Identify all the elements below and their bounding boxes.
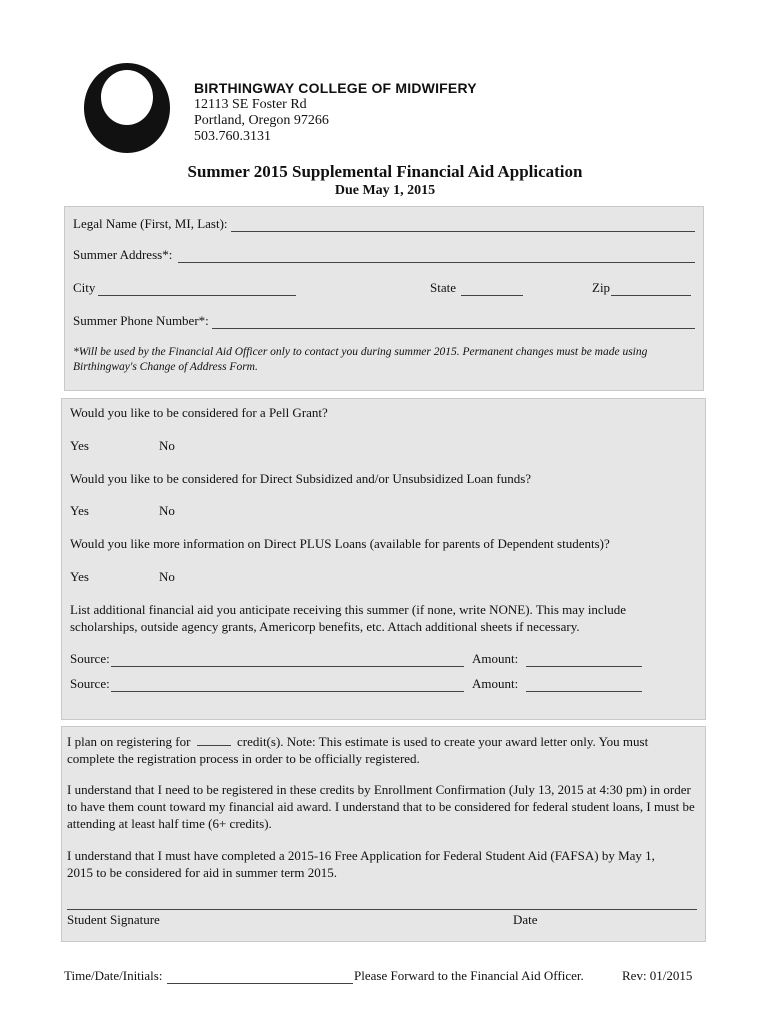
signature-label: Student Signature [67,912,160,927]
source-field-2[interactable] [111,679,464,692]
phone-row [73,313,695,329]
pell-question: Would you like to be considered for a Pell Grant? [70,405,328,420]
amount-label: Amount: [472,676,519,691]
summer-address-label: Summer Address*: [73,247,173,262]
address-city: Portland, Oregon 97266 [194,113,329,128]
zip-field[interactable] [611,283,691,296]
enrollment-paragraph: I understand that I need to be registered in these credits by Enrollment Confirmation (July 13, 2015 at 4:30 pm) in order to have them count toward my financial aid award. I understand that to be considered for federal student loans, I must be attending at least half time (6+ credits). [67,782,695,831]
plus-yes-option[interactable]: Yes [70,569,89,584]
city-field[interactable] [98,283,296,296]
credits-paragraph [67,733,695,767]
contact-info-section [64,206,704,391]
plus-no-option[interactable]: No [159,569,175,584]
source-row-2 [70,676,464,692]
legal-name-row [73,216,695,232]
pell-no-option[interactable]: No [159,438,175,453]
phone-label: Summer Phone Number*: [73,313,209,328]
revision-date: Rev: 01/2015 [622,968,693,983]
amount-label: Amount: [472,651,519,666]
contact-note: *Will be used by the Financial Aid Officer only to contact you during summer 2015. Permanent changes must be made using Birthingway's Change of Address Form. [73,346,648,373]
state-row [430,280,523,296]
form-title: Summer 2015 Supplemental Financial Aid Application [187,162,583,181]
amount-row-1 [472,651,642,667]
city-label: City [73,280,96,295]
legal-name-field[interactable] [231,219,695,232]
credits-text-before: I plan on registering for [67,734,191,749]
plus-loan-question: Would you like more information on Direct PLUS Loans (available for parents of Dependent students)? [70,536,610,551]
legal-name-label: Legal Name (First, MI, Last): [73,216,228,231]
agreement-section [61,726,706,942]
fafsa-paragraph: I understand that I must have completed a 2015-16 Free Application for Federal Student Aid (FAFSA) by May 1, 2015 to be considered for aid in summer term 2015. [67,848,655,880]
source-field-1[interactable] [111,654,464,667]
amount-row-2 [472,676,642,692]
address-street: 12113 SE Foster Rd [194,97,307,112]
pell-yes-option[interactable]: Yes [70,438,89,453]
forward-note: Please Forward to the Financial Aid Officer. [354,968,584,983]
aid-questions-section [61,398,706,720]
amount-field-2[interactable] [526,679,642,692]
initials-label: Time/Date/Initials: [64,968,163,983]
summer-address-row [73,247,695,263]
loan-no-option[interactable]: No [159,503,175,518]
loan-yes-option[interactable]: Yes [70,503,89,518]
address-phone: 503.760.3131 [194,129,271,144]
state-label: State [430,280,456,295]
phone-field[interactable] [212,316,695,329]
loan-question: Would you like to be considered for Direct Subsidized and/or Unsubsidized Loan funds? [70,471,532,486]
amount-field-1[interactable] [526,654,642,667]
source-row-1 [70,651,464,667]
initials-row [64,968,353,984]
source-label: Source: [70,676,110,691]
source-label: Source: [70,651,110,666]
city-row [73,280,296,296]
initials-field[interactable] [167,971,353,984]
zip-row [592,280,691,296]
credits-text-after: credit(s). Note: This estimate is used to create your award letter only. You must complete the registration process in order to be officially registered. [67,734,649,766]
zip-label: Zip [592,280,611,295]
due-date: Due May 1, 2015 [334,183,436,198]
date-label: Date [513,912,538,927]
credits-field[interactable] [197,734,231,746]
state-field[interactable] [461,283,523,296]
additional-aid-instructions: List additional financial aid you anticipate receiving this summer (if none, write NONE). This may include scholarships, outside agency grants, Americorp benefits, etc. Attach additional sheets if necessary. [70,602,627,634]
signature-line[interactable] [67,909,697,910]
college-name: BIRTHINGWAY COLLEGE OF MIDWIFERY [194,80,477,96]
college-logo-icon [84,63,170,153]
summer-address-field[interactable] [178,250,695,263]
